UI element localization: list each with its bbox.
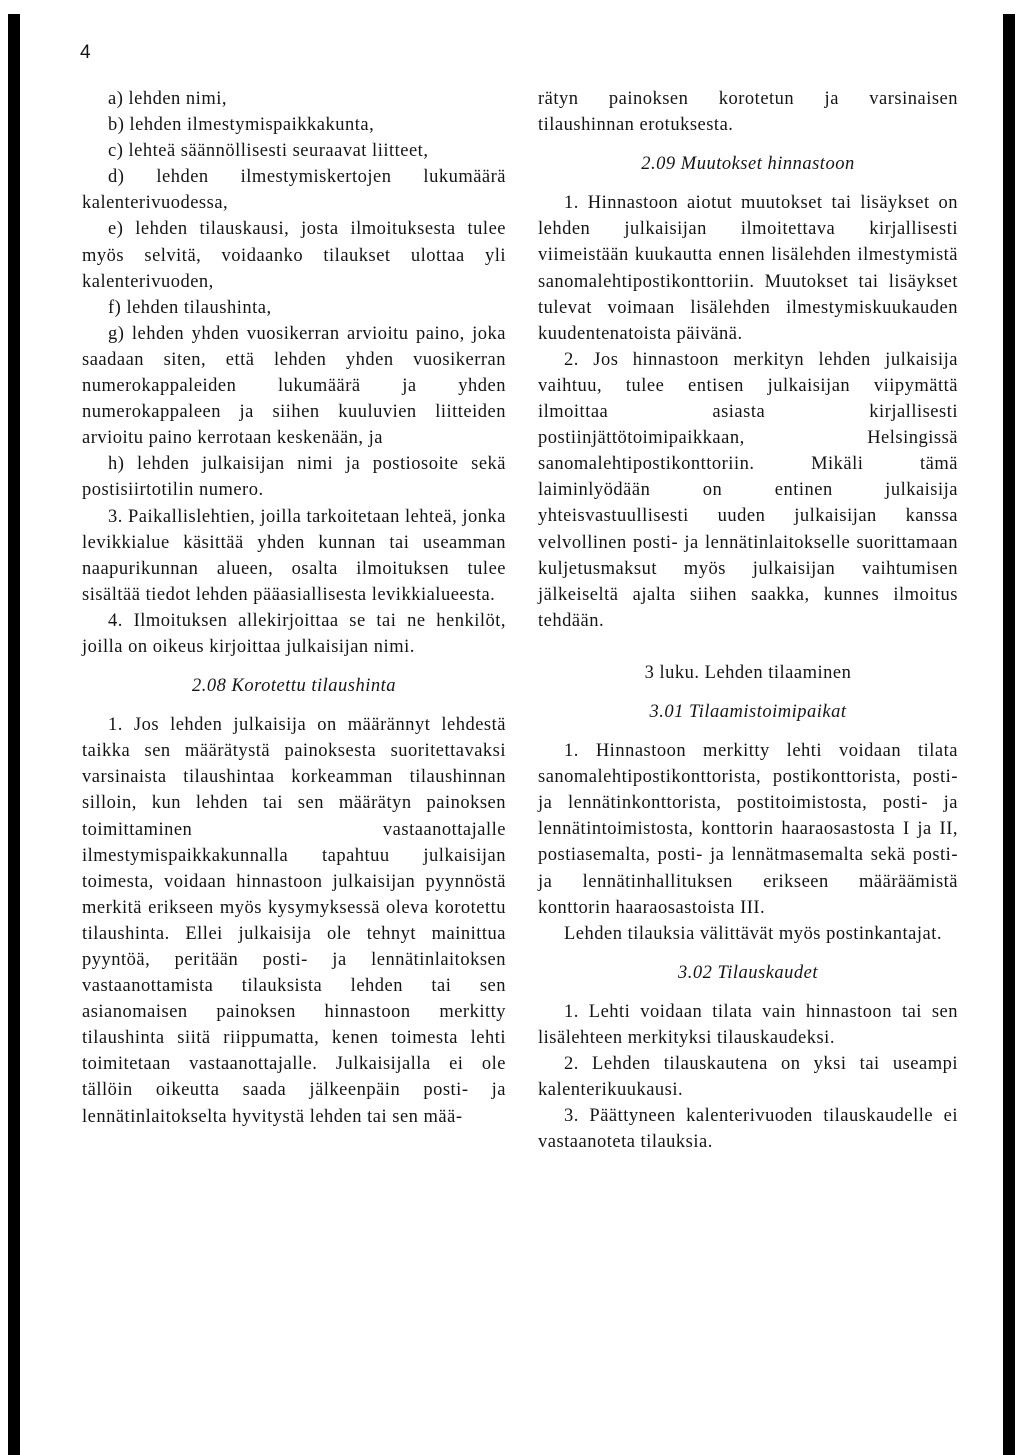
right-column — [538, 86, 958, 1155]
left-edge-bar — [8, 14, 20, 1455]
right-edge-bar — [1003, 14, 1015, 1455]
paragraph-3-01-1: 1. Hinnastoon merkitty lehti voidaan tilata sanomalehtipostikonttorista, postikonttorista, posti- ja lennätinkonttorista, postitoimistosta, posti- ja lennätintoimistosta, konttorin haaraosastosta I ja II, postiasemalta, posti- ja lennätmasemalta sekä posti- ja lennätinhallituksen erikseen määräämistä konttorin haaraosastoista III. — [538, 741, 958, 918]
paragraph-2-08-1: 1. Jos lehden julkaisija on määrännyt lehdestä taikka sen määrätystä painoksesta suoritettavaksi varsinaista tilaushintaa korkeamman tilaushinnan silloin, kun lehden tai sen määrätyn painoksen toimittaminen vastaanottajalle ilmestymispaikkakunnalla tapahtuu julkaisijan toimesta, voidaan hinnastoon julkaisijan pyynnöstä merkitä erikseen myös kysymyksessä oleva korotettu tilaushinta. Ellei julkaisija ole tehnyt mainittua pyyntöä, peritään posti- ja lennätinlaitoksen vastaanottamista tilauksista lehden tai sen asianomaisen painoksen hinnastoon merkitty tilaushinta siitä riippumatta, kenen toimesta lehti toimitetaan vastaanottajalle. Julkaisijalla ei ole tällöin oikeutta saada jälkeenpäin posti- ja lennätinlaitokselta hyvitystä lehden tai sen mää- — [82, 715, 506, 1127]
paragraph-3-02-2: 2. Lehden tilauskautena on yksi tai useampi kalenterikuukausi. — [538, 1054, 958, 1101]
list-item-e: e) lehden tilauskausi, josta ilmoituksesta tulee myös selvitä, voidaanko tilaukset ulottaa yli kalenterivuoden, — [82, 219, 506, 292]
section-heading-3-02: 3.02 Tilauskaudet — [677, 962, 819, 983]
list-item-c: c) lehteä säännöllisesti seuraavat liitteet, — [108, 141, 429, 162]
paragraph-3-02-1: 1. Lehti voidaan tilata vain hinnastoon tai sen lisälehteen merkityksi tilauskaudeksi. — [538, 1001, 958, 1048]
paragraph-3: 3. Paikallislehtien, joilla tarkoitetaan lehteä, jonka levikkialue käsittää yhden kunnan tai useamman naapurikunnan alueen, osalta ilmoituksen tulee sisältää tiedot lehden pääasiallisesta levikkialueesta. — [82, 506, 506, 605]
list-item-h: h) lehden julkaisijan nimi ja postiosoite sekä postisiirtotilin numero. — [82, 454, 506, 501]
paragraph-3-02-3: 3. Päättyneen kalenterivuoden tilauskaudelle ei vastaanoteta tilauksia. — [538, 1106, 958, 1153]
paragraph-4: 4. Ilmoituksen allekirjoittaa se tai ne henkilöt, joilla on oikeus kirjoittaa julkaisijan nimi. — [82, 610, 506, 657]
section-heading-3-01: 3.01 Tilaamistoimipaikat — [649, 701, 847, 722]
paragraph-2-09-1: 1. Hinnastoon aiotut muutokset tai lisäykset on lehden julkaisijan ilmoitettava kirjallisesti viimeistään kuukautta ennen lisälehden ilmestymistä sanomalehtipostikonttoriin. Muutokset tai lisäykset tulevat voimaan lisälehden ilmestymiskuukauden kuudentenatoista päivänä. — [538, 193, 958, 344]
left-column — [82, 86, 506, 1130]
section-heading-2-08: 2.08 Korotettu tilaushinta — [191, 676, 396, 697]
chapter-heading-3: 3 luku. Lehden tilaaminen — [644, 662, 852, 683]
list-item-g: g) lehden yhden vuosikerran arvioitu paino, joka saadaan siten, että lehden yhden vuosikerran numerokappaleiden lukumäärä ja yhden numerokappaleen ja siihen kuuluvien liitteiden arvioitu paino kerrotaan keskenään, ja — [82, 323, 506, 449]
list-item-a: a) lehden nimi, — [108, 89, 227, 109]
page-number: 4 — [80, 42, 91, 63]
continued-paragraph: rätyn painoksen korotetun ja varsinaisen tilaushinnan erotuksesta. — [538, 89, 958, 136]
section-heading-2-09: 2.09 Muutokset hinnastoon — [641, 154, 855, 175]
list-item-b: b) lehden ilmestymispaikkakunta, — [108, 115, 375, 136]
list-item-d: d) lehden ilmestymiskertojen lukumäärä kalenterivuodessa, — [82, 167, 506, 214]
paragraph-2-09-2: 2. Jos hinnastoon merkityn lehden julkaisija vaihtuu, tulee entisen julkaisijan viipymättä ilmoittaa asiasta kirjallisesti postiinjättötoimipaikkaan, Helsingissä sanomalehtipostikonttoriin. Mikäli tämä laiminlyödään on entinen julkaisija yhteisvastuullisesti uuden julkaisijan kanssa velvollinen posti- ja lennätinlaitokselle suorittamaan kuljetusmaksut myös julkaisijan vaihtumisen jälkeiseltä ajalta siihen saakka, kunnes ilmoitus tehdään. — [538, 349, 958, 631]
list-item-f: f) lehden tilaushinta, — [108, 297, 272, 318]
paragraph-3-01-2: Lehden tilauksia välittävät myös postinkantajat. — [564, 923, 942, 944]
